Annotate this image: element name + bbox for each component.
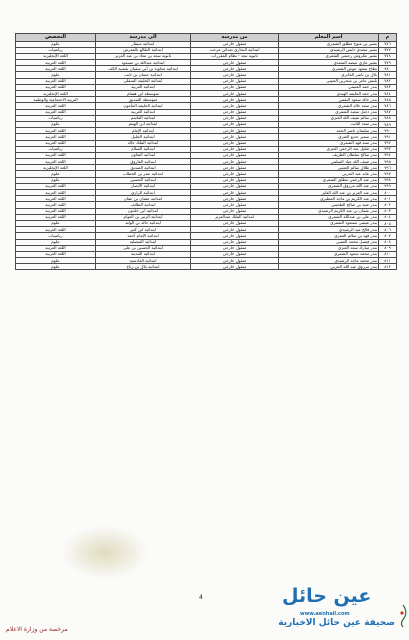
- teacher-name: بشير غازي عيضه السعدي: [279, 60, 379, 66]
- specialty: اللغة العربية: [16, 251, 96, 257]
- row-number: ٧٨١: [379, 72, 397, 78]
- from-school: منقول خارجي: [191, 208, 279, 214]
- row-number: ٧٩٩: [379, 183, 397, 189]
- from-school: ابتدائية الملك عبدالعزيز: [191, 214, 279, 220]
- to-school: ابتدائية الأنصار: [96, 183, 191, 189]
- from-school: منقول خارجي: [191, 115, 279, 121]
- from-school: ثانوية تبعد - نظام المقررات: [191, 53, 279, 59]
- teacher-name: بندر سمير جديع العنزي: [279, 134, 379, 140]
- specialty: علوم: [16, 41, 96, 47]
- row-number: ٧٨٤: [379, 91, 397, 97]
- specialty: اللغة العربية: [16, 190, 96, 196]
- from-school: منقول خارجي: [191, 165, 279, 171]
- header-teacher-name: اسم المعلم: [279, 34, 379, 42]
- row-number: ٧٨٢: [379, 78, 397, 84]
- row-number: ٨٠٠: [379, 190, 397, 196]
- teacher-name: بندر محمد ماجد الرشيدي: [279, 258, 379, 264]
- teacher-name: بندر مرزوق عبد الله الحربي: [279, 264, 379, 270]
- to-school: ابتدائية الحليفة السفلى: [96, 78, 191, 84]
- teacher-name: بندر شليل عبد الرحمن العنزي: [279, 146, 379, 152]
- from-school: منقول خارجي: [191, 183, 279, 189]
- from-school: منقول خارجي: [191, 245, 279, 251]
- license-caption: مرخصة من وزارة الاعلام: [6, 626, 68, 633]
- teacher-name: بندر عبد الكريم بن ماجد المطيري: [279, 196, 379, 202]
- row-number: ٨١٢: [379, 264, 397, 270]
- specialty: علوم: [16, 258, 96, 264]
- row-number: ٨٠٧: [379, 233, 397, 239]
- specialty: اللغة العربية: [16, 103, 96, 109]
- row-number: ٨٠١: [379, 196, 397, 202]
- teacher-name: بندر محمد سعود الشمري: [279, 251, 379, 257]
- teacher-name: بندر عيسى مسعود الشمري: [279, 220, 379, 226]
- specialty: رياضيات: [16, 115, 96, 121]
- row-number: ٧٨٨: [379, 115, 397, 121]
- to-school: ابتدائية المدينة: [96, 251, 191, 257]
- from-school: منقول خارجي: [191, 220, 279, 226]
- row-number: ٧٨٩: [379, 121, 397, 127]
- specialty: علوم: [16, 171, 96, 177]
- from-school: منقول خارجي: [191, 152, 279, 158]
- specialty: اللغة الإنجليزية: [16, 91, 96, 97]
- teacher-name: بندر سعد الثابت: [279, 121, 379, 127]
- from-school: منقول خارجي: [191, 190, 279, 196]
- row-number: ٨١٠: [379, 251, 397, 257]
- to-school: ابتدائية بلال بن رباح: [96, 264, 191, 270]
- from-school: منقول خارجي: [191, 171, 279, 177]
- to-school: ابتدائية الإمام: [96, 128, 191, 134]
- specialty: اللغة العربية: [16, 66, 96, 72]
- row-number: ٧٩٥: [379, 159, 397, 165]
- specialty: علوم: [16, 264, 96, 270]
- to-school: ابتدائية الفاروق: [96, 159, 191, 165]
- seal-icon: [398, 604, 408, 628]
- teacher-name: بندر سالم ضيف الله العنزي: [279, 115, 379, 121]
- specialty: اللغة العربية: [16, 245, 96, 251]
- to-school: ثانوية سعد بن معاذ بن عبد العزيز: [96, 53, 191, 59]
- row-number: ٧٩٢: [379, 140, 397, 146]
- teacher-name: بندر فالح عيد الرشيدي: [279, 227, 379, 233]
- from-school: منقول خارجي: [191, 91, 279, 97]
- teacher-name: بندر سعد خالد الشمري: [279, 103, 379, 109]
- row-number: ٧٨٥: [379, 97, 397, 103]
- to-school: ابتدائية الملك خالد: [96, 140, 191, 146]
- specialty: اللغة العربية: [16, 140, 96, 146]
- to-school: ابتدائية الزبير بن العوام: [96, 214, 191, 220]
- teacher-name: بندر خالد سعود البقمي: [279, 97, 379, 103]
- teacher-name: بندر صالح سلطان الطريف: [279, 152, 379, 158]
- teacher-name: بندر ضيف الله عياد السلمي: [279, 159, 379, 165]
- table-header-row: [16, 34, 397, 42]
- specialty: اللغة العربية: [16, 128, 96, 134]
- teacher-name: بندر حمد الغنيمي: [279, 84, 379, 90]
- specialty: علوم: [16, 177, 96, 183]
- header-specialty: التخصص: [16, 34, 96, 42]
- row-number: ٨١١: [379, 258, 397, 264]
- logo-subtitle: صحيفة عين حائل الاخبارية: [278, 618, 395, 628]
- to-school: ابتدائية العربية: [96, 109, 191, 115]
- row-number: ٧٩٨: [379, 177, 397, 183]
- teacher-name: بطاح سعود عوض الشمري: [279, 66, 379, 72]
- to-school: ابتدائية عثمان بن عفان: [96, 196, 191, 202]
- specialty: رياضيات: [16, 146, 96, 152]
- specialty: اللغة العربية: [16, 214, 96, 220]
- to-school: ابتدائية الطالع بالمعرش: [96, 47, 191, 53]
- row-number: ٧٨٦: [379, 103, 397, 109]
- teacher-name: بلال بن ناصر الجابري: [279, 72, 379, 78]
- from-school: منقول خارجي: [191, 196, 279, 202]
- from-school: منقول خارجي: [191, 128, 279, 134]
- specialty: اللغة العربية: [16, 159, 96, 165]
- from-school: منقول خارجي: [191, 233, 279, 239]
- to-school: ابتدائية الحسين بن علي: [96, 245, 191, 251]
- specialty: رياضيات: [16, 47, 96, 53]
- to-school: متوسطة الصديق: [96, 97, 191, 103]
- to-school: ابتدائية سيفار: [96, 41, 191, 47]
- from-school: منقول خارجي: [191, 134, 279, 140]
- specialty: علوم: [16, 72, 96, 78]
- teacher-name: بندر عبد العزيز بن عبد الله الفايز: [279, 190, 379, 196]
- teacher-name: بندر دخيل سعيد الشمري: [279, 109, 379, 115]
- header-to-school: الى مدرسة: [96, 34, 191, 42]
- from-school: منقول خارجي: [191, 258, 279, 264]
- to-school: ابتدائية ابن كثير: [96, 227, 191, 233]
- to-school: ابتدائية القادسية: [96, 258, 191, 264]
- to-school: ابتدائية الخليل: [96, 134, 191, 140]
- to-school: ابتدائية الفيصلية: [96, 239, 191, 245]
- to-school: ابتدائية الحليفة المأمون: [96, 103, 191, 109]
- teacher-name: بندر فهد بن سالم العمري: [279, 233, 379, 239]
- to-school: ابتدائية العربية: [96, 84, 191, 90]
- row-number: ٨٠٤: [379, 214, 397, 220]
- teacher-name: بندر عبيد بن صالح الطحيني: [279, 202, 379, 208]
- from-school: منقول خارجي: [191, 72, 279, 78]
- watermark-map: [60, 525, 150, 580]
- teacher-name: بندر علي بن عبدالله الشمري: [279, 214, 379, 220]
- to-school: ابتدائية خالد بن الوليد: [96, 220, 191, 226]
- to-school: ابتدائية الرازي: [96, 190, 191, 196]
- row-number: ٧٩١: [379, 134, 397, 140]
- from-school: منقول خارجي: [191, 84, 279, 90]
- from-school: منقول خارجي: [191, 97, 279, 103]
- row-number: ٧٩٦: [379, 165, 397, 171]
- teacher-name: بندر عايد عيد الحربي: [279, 171, 379, 177]
- to-school: ابتدائية ابن الهيثم: [96, 121, 191, 127]
- specialty: اللغة العربية: [16, 60, 96, 66]
- teacher-name: بندر طلال سالم العتيبي: [279, 165, 379, 171]
- to-school: ابتدائية القاسم: [96, 115, 191, 121]
- table-body: [16, 41, 397, 270]
- to-school: ابتدائية الطائف: [96, 202, 191, 208]
- specialty: اللغة العربية: [16, 109, 96, 115]
- row-number: ٧٨٠: [379, 66, 397, 72]
- row-number: ٧٧٦: [379, 41, 397, 47]
- specialty: اللغة الإنجليزية: [16, 165, 96, 171]
- row-number: ٨٠٣: [379, 208, 397, 214]
- from-school: منقول خارجي: [191, 177, 279, 183]
- from-school: ابتدائية البخاري بمدائن مرحب: [191, 47, 279, 53]
- from-school: منقول خارجي: [191, 251, 279, 257]
- from-school: منقول خارجي: [191, 264, 279, 270]
- teacher-name: بندر عثمان بن عبد الكريم الرشيدي: [279, 208, 379, 214]
- from-school: منقول خارجي: [191, 227, 279, 233]
- to-school: ابتدائية ابن خلدون: [96, 208, 191, 214]
- specialty: اللغة العربية: [16, 78, 96, 84]
- specialty: اللغة العربية: [16, 227, 96, 233]
- row-number: ٧٩٠: [379, 128, 397, 134]
- teacher-name: بشير بن منوخ مطلق الشمري: [279, 41, 379, 47]
- specialty: اللغة العربية: [16, 196, 96, 202]
- to-school: ابتدائية التعاون: [96, 152, 191, 158]
- from-school: منقول خارجي: [191, 121, 279, 127]
- to-school: ابتدائية الصديق: [96, 165, 191, 171]
- table-row: [16, 264, 397, 270]
- row-number: ٧٧٧: [379, 47, 397, 53]
- specialty: اللغة الإنجليزية: [16, 53, 96, 59]
- to-school: ابتدائية معاوية بن أبي سفيان بقصبة الكف: [96, 66, 191, 72]
- teacher-name: بندر عبد الله مرزوق الشمري: [279, 183, 379, 189]
- row-number: ٨٠٦: [379, 227, 397, 233]
- to-school: ابتدائية حسان بن ثابت: [96, 72, 191, 78]
- specialty: علوم: [16, 220, 96, 226]
- from-school: منقول خارجي: [191, 202, 279, 208]
- header-number: م: [379, 34, 397, 42]
- row-number: ٨٠٢: [379, 202, 397, 208]
- specialty: علوم: [16, 121, 96, 127]
- logo-url: www.aenhail.com: [300, 611, 350, 617]
- row-number: ٨٠٩: [379, 245, 397, 251]
- to-school: ابتدائية السلام: [96, 146, 191, 152]
- row-number: ٨٠٥: [379, 220, 397, 226]
- to-school: متوسطة ابن هشام: [96, 91, 191, 97]
- to-school: ابتدائية عبدالله بن مسعود: [96, 60, 191, 66]
- teacher-name: بندر مبارك سعد العنزي: [279, 245, 379, 251]
- from-school: منقول خارجي: [191, 78, 279, 84]
- row-number: ٧٩٧: [379, 171, 397, 177]
- specialty: اللغة العربية: [16, 152, 96, 158]
- specialty: اللغة العربية: [16, 183, 96, 189]
- teacher-name: بندر سليمان ناصر الحمد: [279, 128, 379, 134]
- specialty: اللغة العربية: [16, 208, 96, 214]
- teacher-name: بندر عبد الرحمن مطلق الشمري: [279, 177, 379, 183]
- teacher-name: بشير سعدي دايس الرشيدي: [279, 47, 379, 53]
- teacher-name: بشير عكروش رحيمي الشمري: [279, 53, 379, 59]
- row-number: ٧٨٧: [379, 109, 397, 115]
- logo-title: عين حائل: [282, 585, 372, 607]
- specialty: التربية الاجتماعية والوطنية: [16, 97, 96, 103]
- teacher-name: بندر سند فهد الشمري: [279, 140, 379, 146]
- from-school: منقول خارجي: [191, 140, 279, 146]
- from-school: منقول خارجي: [191, 103, 279, 109]
- header-from-school: من مدرسة: [191, 34, 279, 42]
- row-number: ٧٩٣: [379, 146, 397, 152]
- row-number: ٧٧٩: [379, 60, 397, 66]
- specialty: اللغة العربية: [16, 134, 96, 140]
- specialty: اللغة العربية: [16, 202, 96, 208]
- row-number: ٨٠٨: [379, 239, 397, 245]
- to-school: ابتدائية الحسين: [96, 177, 191, 183]
- specialty: علوم: [16, 239, 96, 245]
- from-school: منقول خارجي: [191, 66, 279, 72]
- transfers-table: [15, 33, 397, 270]
- row-number: ٧٨٣: [379, 84, 397, 90]
- from-school: منقول خارجي: [191, 60, 279, 66]
- from-school: منقول خارجي: [191, 41, 279, 47]
- teacher-name: بندر فيصل محمد العتيبي: [279, 239, 379, 245]
- page-number: 4: [199, 594, 203, 601]
- from-school: منقول خارجي: [191, 239, 279, 245]
- from-school: منقول خارجي: [191, 146, 279, 152]
- to-school: ابتدائية عمر بن الخطاب: [96, 171, 191, 177]
- row-number: ٧٩٤: [379, 152, 397, 158]
- from-school: منقول خارجي: [191, 159, 279, 165]
- specialty: اللغة العربية: [16, 84, 96, 90]
- row-number: ٧٧٨: [379, 53, 397, 59]
- to-school: ابتدائية الإمام أحمد: [96, 233, 191, 239]
- specialty: رياضيات: [16, 233, 96, 239]
- teacher-name: بندر حمد الخليفه الهندي: [279, 91, 379, 97]
- teacher-name: بليش عامر بن سحرين العتيبي: [279, 78, 379, 84]
- from-school: منقول خارجي: [191, 109, 279, 115]
